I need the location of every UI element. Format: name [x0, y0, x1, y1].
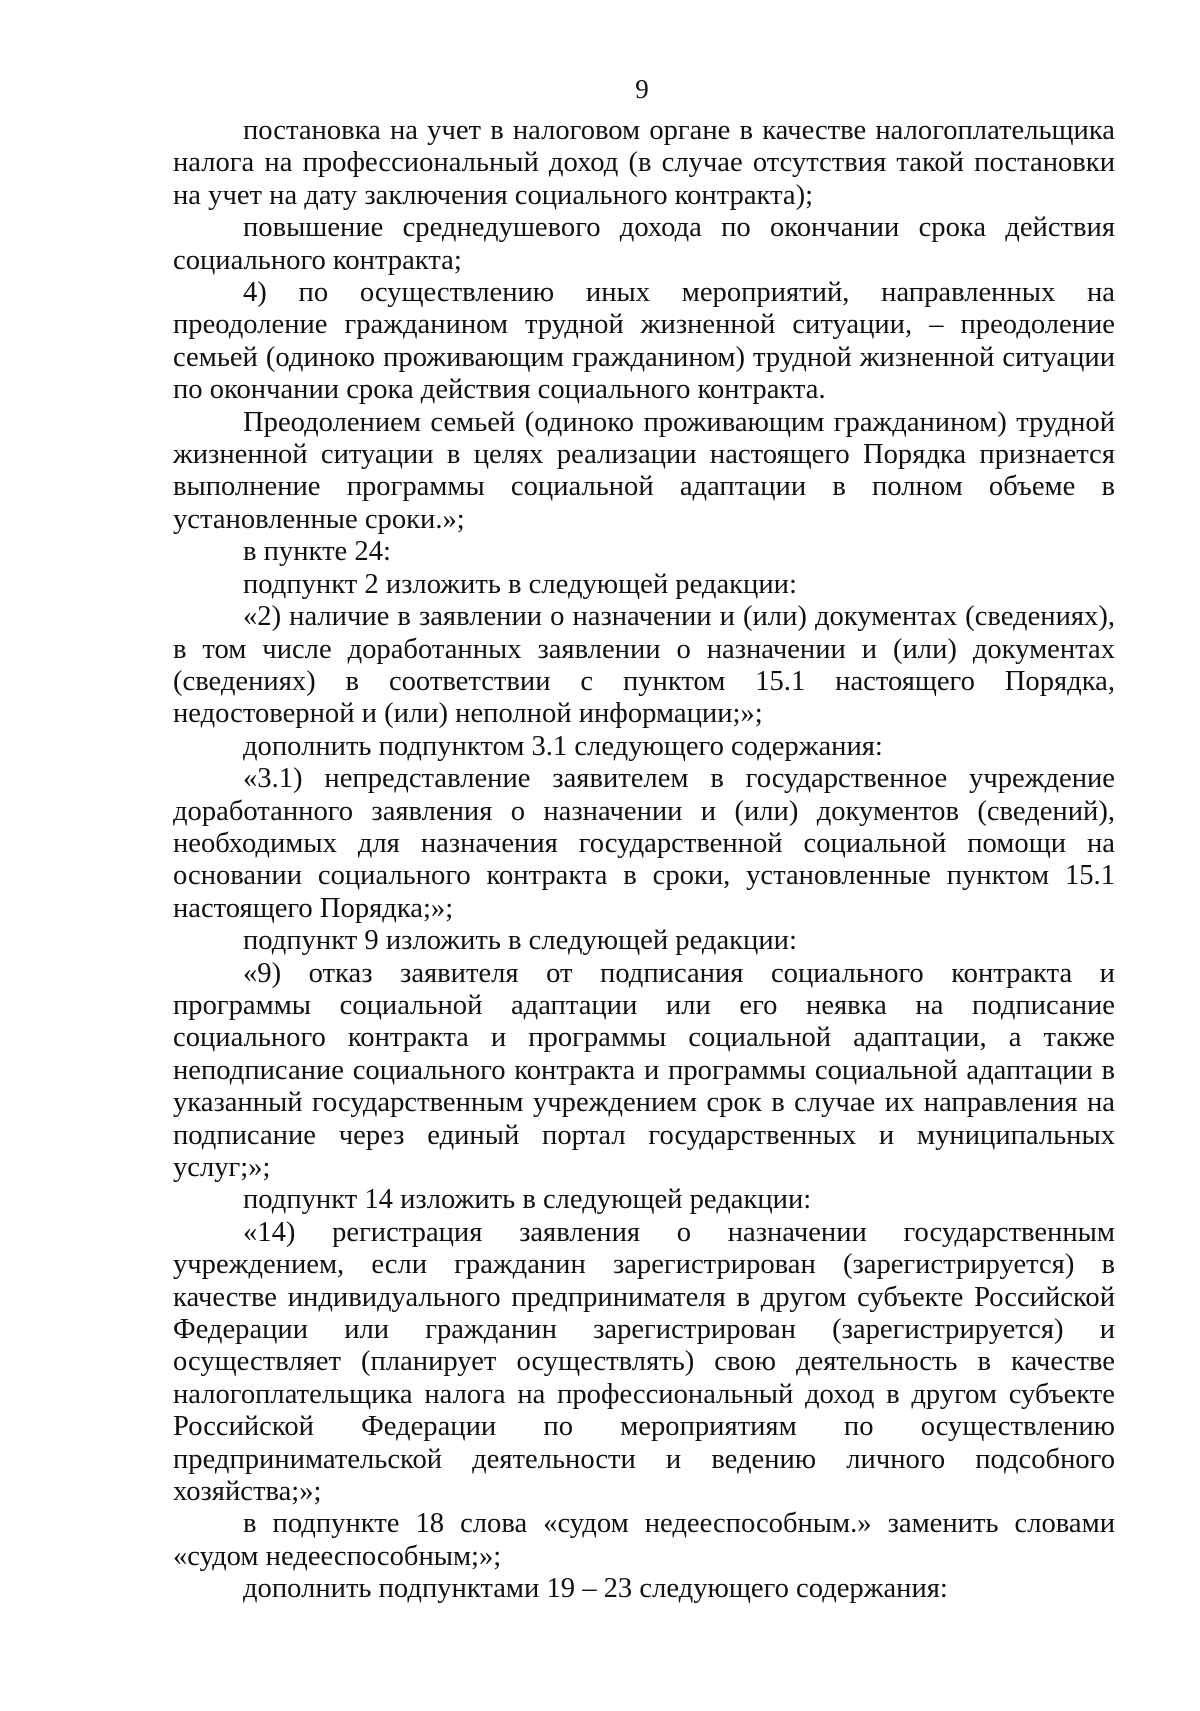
paragraph: постановка на учет в налоговом органе в качестве налогоплательщика налога на профессиональный доход (в случае отсутствия такой постановки на учет на дату заключения социального контракта);: [173, 115, 1115, 211]
paragraph: «14) регистрация заявления о назначении государственным учреждением, если гражданин зарегистрирован (зарегистрируется) в качестве индивидуального предпринимателя в другом субъекте Российской Федерации или гражданин зарегистрирован (зарегистрируется) и осуществляет (планирует осуществлять) свою деятельность в качестве налогоплательщика налога на профессиональный доход в другом субъекте Российской Федерации по мероприятиям по осуществлению предпринимательской деятельности и ведению личного подсобного хозяйства;»;: [173, 1216, 1115, 1508]
paragraph: в пункте 24:: [243, 536, 391, 568]
paragraph: «2) наличие в заявлении о назначении и (или) документах (сведениях), в том числе доработанных заявлении о назначении и (или) документах (сведениях) в соответствии с пунктом 15.1 настоящего Порядка, недостоверной и (или) неполной информации;»;: [173, 601, 1115, 730]
paragraph: «3.1) непредставление заявителем в государственное учреждение доработанного заявления о назначении и (или) документов (сведений), необходимых для назначения государственной социальной помощи на основании социального контракта в сроки, установленные пунктом 15.1 настоящего Порядка;»;: [173, 763, 1115, 924]
paragraph: повышение среднедушевого дохода по окончании срока действия социального контракта;: [173, 212, 1115, 276]
paragraph: подпункт 2 изложить в следующей редакции:: [243, 568, 797, 600]
paragraph: «9) отказ заявителя от подписания социального контракта и программы социальной адаптации или его неявка на подписание социального контракта и программы социальной адаптации, а также неподписание социального контракта и программы социальной адаптации в указанный государственным учреждением срок в случае их направления на подписание через единый портал государственных и муниципальных услуг;»;: [173, 957, 1115, 1183]
paragraph: в подпункте 18 слова «судом недееспособным.» заменить словами «судом недееспособным;»;: [173, 1508, 1115, 1572]
paragraph: дополнить подпунктом 3.1 следующего содержания:: [243, 730, 883, 762]
paragraph: дополнить подпунктами 19 – 23 следующего содержания:: [243, 1573, 948, 1605]
page-number: 9: [635, 74, 649, 104]
paragraph: 4) по осуществлению иных мероприятий, направленных на преодоление гражданином трудной жизненной ситуации, – преодоление семьей (одиноко проживающим гражданином) трудной жизненной ситуации по окончании срока действия социального контракта.: [173, 277, 1115, 406]
paragraph: Преодолением семьей (одиноко проживающим гражданином) трудной жизненной ситуации в целях реализации настоящего Порядка признается выполнение программы социальной адаптации в полном объеме в установленные сроки.»;: [173, 406, 1115, 535]
document-body: [173, 115, 1115, 1606]
paragraph: подпункт 9 изложить в следующей редакции:: [243, 925, 797, 957]
paragraph: подпункт 14 изложить в следующей редакции:: [243, 1184, 812, 1216]
